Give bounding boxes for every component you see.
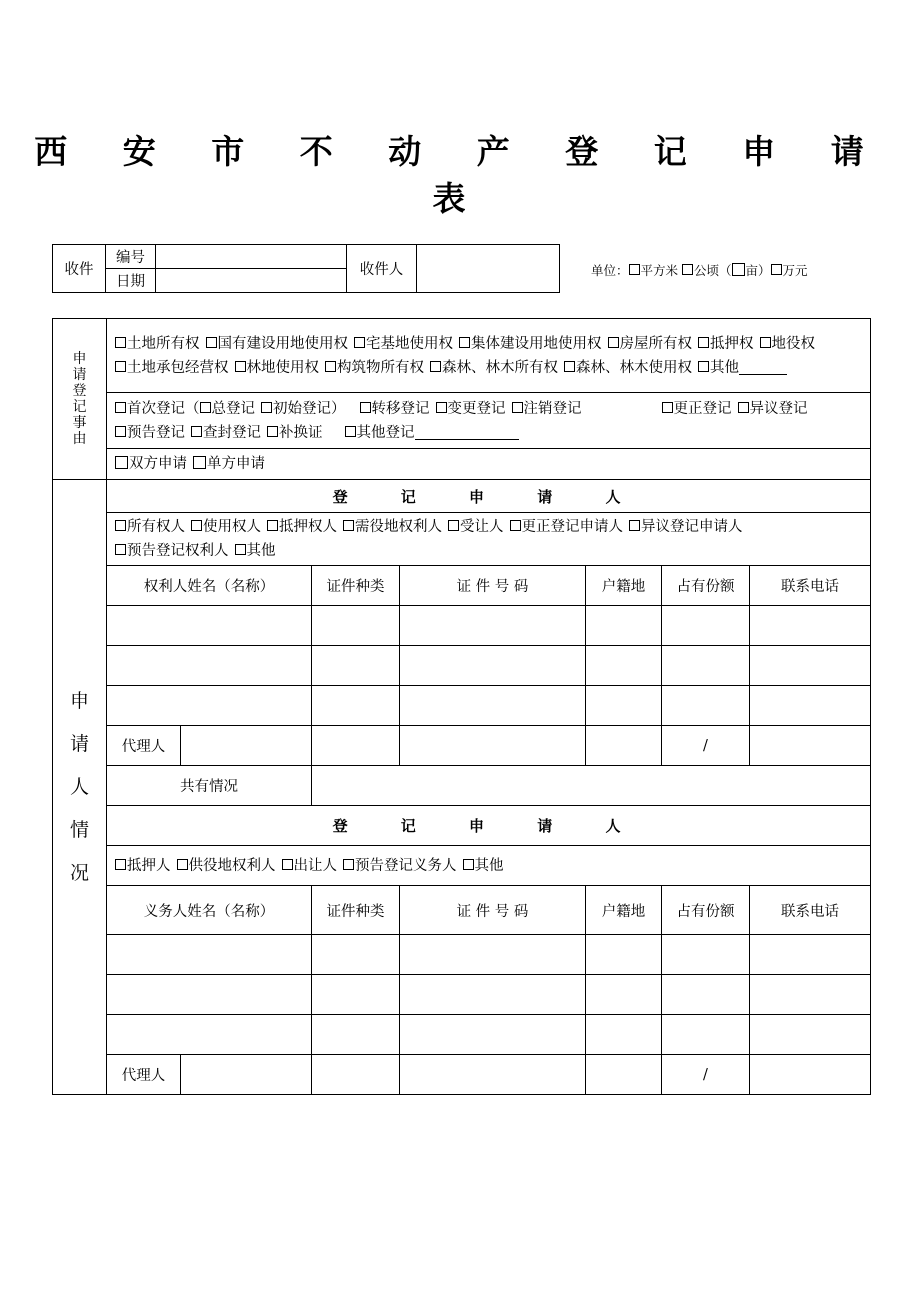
agent-share: / — [662, 1055, 750, 1095]
section-title-rights-holder: 登 记 申 请 人 — [107, 480, 871, 513]
option-type[interactable]: 变更登记 — [436, 401, 506, 417]
cell-input[interactable] — [662, 646, 750, 686]
cell-input[interactable] — [750, 646, 871, 686]
date-field[interactable] — [156, 269, 347, 293]
option-right[interactable]: 集体建设用地使用权 — [459, 336, 602, 352]
agent-label: 代理人 — [107, 726, 181, 766]
cell-input[interactable] — [400, 1015, 586, 1055]
col-header-share: 占有份额 — [662, 886, 750, 935]
option-right[interactable]: 抵押权 — [698, 336, 754, 352]
col-header-name: 权利人姓名（名称） — [107, 566, 312, 606]
cell-input[interactable] — [312, 975, 400, 1015]
checkbox-icon[interactable] — [629, 264, 640, 275]
option-role[interactable]: 抵押权人 — [267, 519, 337, 535]
unit-mu: 亩） — [745, 263, 771, 278]
table-row — [53, 606, 871, 646]
col-header-id-number: 证 件 号 码 — [400, 886, 586, 935]
checkbox-icon[interactable] — [512, 402, 523, 413]
cell-input[interactable] — [586, 1015, 662, 1055]
checkbox-icon[interactable] — [115, 520, 126, 531]
option-role[interactable]: 受让人 — [448, 519, 504, 535]
unit-note — [591, 261, 808, 279]
agent-share: / — [662, 726, 750, 766]
cell-input[interactable] — [107, 686, 312, 726]
checkbox-icon[interactable] — [115, 361, 126, 372]
option-type-other[interactable]: 其他登记 — [345, 425, 519, 441]
option-type[interactable]: 异议登记 — [738, 401, 808, 417]
checkbox-icon[interactable] — [115, 859, 126, 870]
cell-input[interactable] — [312, 1055, 400, 1095]
cell-input[interactable] — [312, 1015, 400, 1055]
cell-input[interactable] — [400, 646, 586, 686]
agent-row — [53, 726, 871, 766]
cell-input[interactable] — [750, 935, 871, 975]
col-header-domicile: 户籍地 — [586, 566, 662, 606]
checkbox-icon[interactable] — [235, 544, 246, 555]
agent-label: 代理人 — [107, 1055, 181, 1095]
option-mode[interactable]: 双方申请 — [115, 456, 187, 472]
option-mode[interactable]: 单方申请 — [193, 456, 265, 472]
option-role[interactable]: 预告登记权利人 — [115, 543, 229, 559]
number-field[interactable] — [156, 245, 347, 269]
col-header-id-number: 证 件 号 码 — [400, 566, 586, 606]
option-right[interactable]: 土地所有权 — [115, 336, 200, 352]
option-role[interactable]: 出让人 — [282, 858, 338, 874]
application-table — [52, 318, 871, 1095]
unit-prefix: 单位： — [591, 263, 629, 278]
unit-sqm: 平方米 — [640, 263, 679, 278]
section-title-obligor: 登 记 申 请 人 — [107, 806, 871, 846]
cell-input[interactable] — [312, 606, 400, 646]
option-right[interactable]: 地役权 — [760, 336, 816, 352]
col-header-phone: 联系电话 — [750, 566, 871, 606]
checkbox-icon[interactable] — [608, 337, 619, 348]
co-ownership-label: 共有情况 — [107, 766, 312, 806]
option-role[interactable]: 更正登记申请人 — [510, 519, 624, 535]
col-header-phone: 联系电话 — [750, 886, 871, 935]
applicant-label: 申 请 人 情 况 — [53, 480, 107, 1095]
cell-input[interactable] — [312, 646, 400, 686]
checkbox-icon[interactable] — [115, 426, 126, 437]
table-row — [53, 1015, 871, 1055]
option-type[interactable]: 总登记 — [200, 401, 256, 417]
checkbox-icon[interactable] — [267, 520, 278, 531]
receipt-label: 收件 — [53, 245, 106, 293]
option-right[interactable]: 森林、林木所有权 — [430, 360, 558, 376]
agent-row — [53, 1055, 871, 1095]
cell-input[interactable] — [400, 1055, 586, 1095]
checkbox-icon[interactable] — [115, 544, 126, 555]
option-right[interactable]: 林地使用权 — [235, 360, 320, 376]
checkbox-icon[interactable] — [771, 264, 782, 275]
table-row — [53, 646, 871, 686]
mode-options — [107, 449, 871, 480]
cell-input[interactable] — [400, 686, 586, 726]
cell-input[interactable] — [107, 975, 312, 1015]
option-role[interactable]: 预告登记义务人 — [343, 858, 457, 874]
checkbox-icon[interactable] — [193, 456, 206, 469]
unit-hectare: 公顷（ — [694, 263, 732, 278]
col-header-name: 义务人姓名（名称） — [107, 886, 312, 935]
cell-input[interactable] — [107, 646, 312, 686]
option-type[interactable]: 注销登记 — [512, 401, 582, 417]
checkbox-icon[interactable] — [510, 520, 521, 531]
option-role[interactable]: 其他 — [235, 543, 276, 559]
checkbox-icon[interactable] — [360, 402, 371, 413]
option-right[interactable]: 国有建设用地使用权 — [206, 336, 349, 352]
cell-input[interactable] — [586, 686, 662, 726]
cell-input[interactable] — [662, 686, 750, 726]
checkbox-icon[interactable] — [206, 337, 217, 348]
option-type[interactable]: 更正登记 — [662, 401, 732, 417]
cell-input[interactable] — [400, 606, 586, 646]
checkbox-icon[interactable] — [629, 520, 640, 531]
option-type[interactable]: 首次登记（ — [115, 401, 200, 417]
cell-input[interactable] — [312, 686, 400, 726]
option-type[interactable]: 查封登记 — [191, 425, 261, 441]
checkbox-icon[interactable] — [732, 263, 745, 276]
cell-input[interactable] — [662, 606, 750, 646]
cell-input[interactable] — [107, 606, 312, 646]
other-type-field[interactable] — [415, 439, 519, 440]
checkbox-icon[interactable] — [662, 402, 673, 413]
option-right-other[interactable]: 其他 — [698, 360, 787, 376]
option-role[interactable]: 其他 — [463, 858, 504, 874]
cell-input[interactable] — [107, 935, 312, 975]
checkbox-icon[interactable] — [354, 337, 365, 348]
option-type[interactable]: 预告登记 — [115, 425, 185, 441]
agent-name-field[interactable] — [181, 1055, 312, 1095]
checkbox-icon[interactable] — [343, 859, 354, 870]
col-header-id-type: 证件种类 — [312, 886, 400, 935]
cell-input[interactable] — [586, 975, 662, 1015]
checkbox-icon[interactable] — [267, 426, 278, 437]
option-right[interactable]: 房屋所有权 — [608, 336, 693, 352]
col-header-domicile: 户籍地 — [586, 886, 662, 935]
checkbox-icon[interactable] — [448, 520, 459, 531]
checkbox-icon[interactable] — [200, 402, 211, 413]
option-role[interactable]: 使用权人 — [191, 519, 261, 535]
unit-wan-yuan: 万元 — [782, 263, 808, 278]
form-title: 西 安 市 不 动 产 登 记 申 请 表 — [34, 132, 886, 218]
table-row — [53, 686, 871, 726]
role-options-1 — [107, 513, 871, 566]
cell-input[interactable] — [312, 935, 400, 975]
checkbox-icon[interactable] — [698, 337, 709, 348]
cell-input[interactable] — [586, 935, 662, 975]
cell-input[interactable] — [662, 975, 750, 1015]
checkbox-icon[interactable] — [430, 361, 441, 372]
checkbox-icon[interactable] — [345, 426, 356, 437]
matter-label-text: 申请登记事由 — [72, 351, 87, 447]
cell-input[interactable] — [312, 726, 400, 766]
checkbox-icon[interactable] — [115, 456, 128, 469]
agent-name-field[interactable] — [181, 726, 312, 766]
option-right[interactable]: 宅基地使用权 — [354, 336, 453, 352]
type-options — [107, 393, 871, 449]
option-role[interactable]: 异议登记申请人 — [629, 519, 743, 535]
number-label: 编号 — [106, 245, 156, 269]
option-role[interactable]: 抵押人 — [115, 858, 171, 874]
option-type[interactable]: 转移登记 — [360, 401, 430, 417]
checkbox-icon[interactable] — [738, 402, 749, 413]
checkbox-icon[interactable] — [235, 361, 246, 372]
option-right[interactable]: 构筑物所有权 — [325, 360, 424, 376]
rights-options — [107, 319, 871, 393]
role-options-2 — [107, 846, 871, 886]
cell-input[interactable] — [750, 975, 871, 1015]
option-right[interactable]: 森林、林木使用权 — [564, 360, 692, 376]
cell-input[interactable] — [662, 1015, 750, 1055]
checkbox-icon[interactable] — [459, 337, 470, 348]
option-role[interactable]: 所有权人 — [115, 519, 185, 535]
cell-input[interactable] — [750, 686, 871, 726]
checkbox-icon[interactable] — [115, 402, 126, 413]
receiver-label: 收件人 — [347, 245, 417, 293]
checkbox-icon[interactable] — [698, 361, 709, 372]
table-row — [53, 975, 871, 1015]
checkbox-icon[interactable] — [760, 337, 771, 348]
cell-input[interactable] — [400, 935, 586, 975]
receipt-table — [52, 244, 560, 293]
option-right[interactable]: 土地承包经营权 — [115, 360, 229, 376]
cell-input[interactable] — [400, 726, 586, 766]
cell-input[interactable] — [750, 726, 871, 766]
cell-input[interactable] — [662, 935, 750, 975]
cell-input[interactable] — [750, 606, 871, 646]
cell-input[interactable] — [586, 646, 662, 686]
co-ownership-field[interactable] — [312, 766, 871, 806]
checkbox-icon[interactable] — [682, 264, 693, 275]
checkbox-icon[interactable] — [177, 859, 188, 870]
cell-input[interactable] — [400, 975, 586, 1015]
checkbox-icon[interactable] — [436, 402, 447, 413]
col-header-share: 占有份额 — [662, 566, 750, 606]
checkbox-icon[interactable] — [325, 361, 336, 372]
checkbox-icon[interactable] — [191, 520, 202, 531]
table-row — [53, 935, 871, 975]
checkbox-icon[interactable] — [261, 402, 272, 413]
cell-input[interactable] — [586, 726, 662, 766]
other-right-field[interactable] — [739, 374, 787, 375]
cell-input[interactable] — [750, 1055, 871, 1095]
checkbox-icon[interactable] — [564, 361, 575, 372]
cell-input[interactable] — [586, 606, 662, 646]
date-label: 日期 — [106, 269, 156, 293]
option-role[interactable]: 需役地权利人 — [343, 519, 442, 535]
checkbox-icon[interactable] — [191, 426, 202, 437]
cell-input[interactable] — [586, 1055, 662, 1095]
checkbox-icon[interactable] — [115, 337, 126, 348]
option-role[interactable]: 供役地权利人 — [177, 858, 276, 874]
matter-label — [53, 319, 107, 480]
cell-input[interactable] — [107, 1015, 312, 1055]
col-header-id-type: 证件种类 — [312, 566, 400, 606]
checkbox-icon[interactable] — [282, 859, 293, 870]
receiver-field[interactable] — [417, 245, 560, 293]
option-type[interactable]: 补换证 — [267, 425, 323, 441]
checkbox-icon[interactable] — [463, 859, 474, 870]
cell-input[interactable] — [750, 1015, 871, 1055]
checkbox-icon[interactable] — [343, 520, 354, 531]
option-type[interactable]: 初始登记） — [261, 401, 346, 417]
